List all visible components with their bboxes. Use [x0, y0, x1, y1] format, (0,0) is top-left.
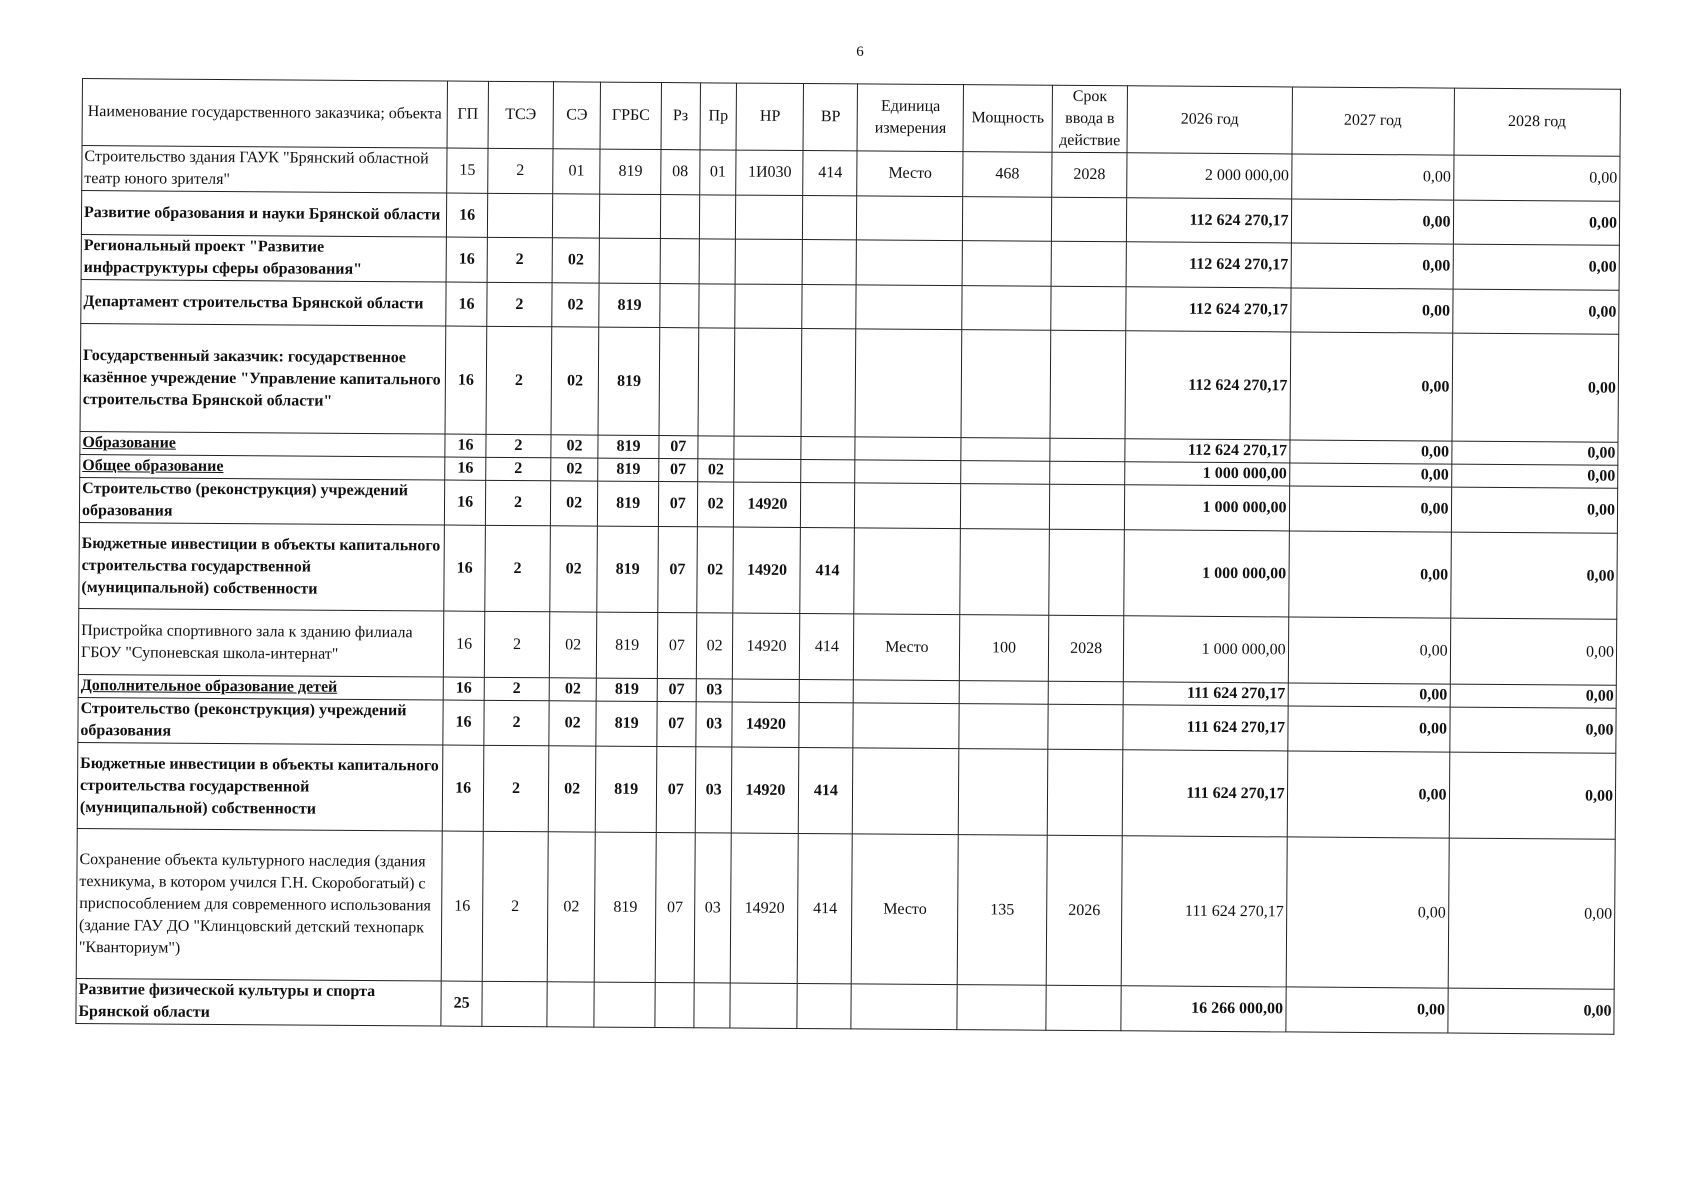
cell-unit	[857, 196, 963, 241]
cell-pr: 02	[697, 459, 734, 482]
cell-se: 02	[551, 435, 599, 458]
cell-y2028: 0,00	[1452, 333, 1619, 442]
cell-pr: 03	[696, 679, 733, 702]
cell-y2027: 0,00	[1288, 617, 1450, 684]
cell-rz: 07	[658, 482, 697, 527]
col-header-name: Наименование государственного заказчика; объекта	[82, 79, 448, 149]
cell-grbs: 819	[597, 612, 658, 678]
cell-y2027: 0,00	[1291, 154, 1453, 200]
cell-tse: 2	[485, 525, 550, 611]
row-name-cell: Региональный проект "Развитие инфраструктуры сферы образования"	[81, 234, 446, 282]
cell-y2026: 1 000 000,00	[1125, 462, 1289, 486]
cell-unit	[853, 748, 959, 835]
cell-gp: 16	[446, 237, 487, 282]
cell-nr: 1И030	[736, 150, 803, 195]
cell-grbs: 819	[597, 678, 658, 701]
cell-y2028: 0,00	[1450, 618, 1617, 685]
cell-term: 2028	[1052, 152, 1128, 198]
cell-grbs: 819	[598, 435, 659, 458]
col-header-nr: НР	[736, 83, 803, 150]
cell-rz: 07	[657, 702, 696, 747]
cell-power: 100	[960, 615, 1049, 682]
cell-y2028: 0,00	[1449, 752, 1616, 839]
cell-grbs: 819	[595, 832, 657, 982]
cell-power	[959, 704, 1048, 750]
cell-term	[1049, 529, 1125, 616]
cell-y2028: 0,00	[1452, 289, 1619, 334]
cell-y2028: 0,00	[1449, 707, 1616, 753]
cell-term	[1047, 749, 1123, 836]
cell-y2026: 112 624 270,17	[1126, 242, 1290, 288]
cell-term	[1049, 461, 1125, 485]
cell-nr	[734, 459, 801, 482]
cell-power	[963, 197, 1052, 242]
cell-y2028: 0,00	[1451, 487, 1618, 533]
cell-unit	[854, 528, 960, 615]
cell-power: 468	[963, 152, 1052, 198]
row-name-cell: Строительство здания ГАУК "Брянский областной театр юного зрителя"	[82, 146, 447, 194]
cell-power	[959, 681, 1048, 705]
cell-y2027: 0,00	[1291, 243, 1453, 289]
cell-grbs	[594, 982, 655, 1027]
cell-tse: 2	[487, 237, 552, 282]
cell-vr: 414	[798, 834, 853, 984]
cell-rz	[659, 328, 699, 436]
col-header-2027: 2027 год	[1292, 87, 1454, 155]
cell-grbs	[600, 194, 661, 238]
cell-y2028: 0,00	[1451, 441, 1618, 465]
cell-pr: 02	[696, 613, 733, 679]
cell-y2027: 0,00	[1288, 531, 1451, 618]
cell-gp: 16	[446, 282, 487, 326]
cell-grbs: 819	[598, 481, 659, 526]
cell-grbs	[599, 238, 660, 283]
cell-rz: 08	[661, 150, 700, 195]
cell-vr	[800, 680, 854, 703]
col-header-pr: Пр	[700, 83, 737, 150]
cell-vr	[801, 329, 856, 437]
cell-term	[1051, 241, 1127, 287]
cell-vr: 414	[800, 614, 854, 680]
cell-pr	[698, 436, 735, 459]
cell-rz	[660, 284, 699, 328]
cell-power	[961, 438, 1050, 462]
row-name-cell: Государственный заказчик: государственное казённое учреждение "Управление капитального строительства Брянской области"	[80, 323, 446, 434]
cell-gp: 16	[445, 326, 487, 434]
col-header-rz: Рз	[661, 83, 700, 150]
cell-grbs: 819	[600, 149, 661, 194]
cell-tse: 2	[484, 677, 549, 700]
cell-nr: 14920	[732, 747, 800, 833]
cell-y2028: 0,00	[1453, 200, 1620, 245]
cell-power: 135	[957, 835, 1047, 986]
col-header-grbs: ГРБС	[600, 82, 661, 149]
cell-nr	[734, 436, 801, 459]
row-name-cell: Строительство (реконструкция) учреждений образования	[78, 697, 443, 745]
cell-se: 02	[550, 526, 598, 612]
cell-nr	[730, 983, 797, 1028]
cell-y2028: 0,00	[1447, 988, 1614, 1034]
cell-y2026: 112 624 270,17	[1125, 331, 1290, 440]
row-name-cell: Бюджетные инвестиции в объекты капитального строительства государственной (муниципальной) собственности	[79, 522, 445, 611]
row-name-cell: Дополнительное образование детей	[78, 674, 443, 700]
cell-y2026: 1 000 000,00	[1124, 616, 1289, 683]
cell-grbs: 819	[597, 526, 658, 612]
cell-unit	[856, 240, 962, 286]
col-header-2026: 2026 год	[1127, 86, 1292, 154]
cell-term	[1051, 197, 1127, 242]
cell-gp: 16	[446, 193, 487, 237]
cell-unit	[854, 680, 960, 704]
cell-rz: 07	[657, 613, 696, 679]
cell-pr	[699, 239, 736, 284]
cell-gp: 16	[444, 525, 486, 611]
cell-se: 02	[549, 612, 597, 678]
cell-power	[961, 330, 1050, 439]
cell-se: 02	[552, 238, 600, 283]
cell-term	[1046, 985, 1122, 1031]
cell-nr	[736, 239, 803, 284]
row-name-cell: Образование	[80, 431, 445, 457]
cell-y2026: 1 000 000,00	[1124, 530, 1289, 617]
cell-power	[960, 529, 1049, 616]
cell-se: 02	[549, 678, 597, 701]
cell-pr: 02	[697, 527, 734, 613]
cell-unit	[851, 984, 957, 1030]
cell-gp: 16	[441, 831, 483, 981]
cell-gp: 25	[441, 981, 482, 1026]
cell-tse: 2	[486, 457, 551, 480]
cell-y2026: 16 266 000,00	[1121, 986, 1285, 1032]
cell-y2026: 111 624 270,17	[1122, 836, 1287, 987]
budget-table	[75, 78, 1621, 1035]
cell-vr	[802, 285, 856, 329]
cell-rz	[660, 239, 699, 284]
table-row	[77, 742, 1616, 839]
cell-tse: 2	[485, 480, 550, 525]
cell-power	[961, 461, 1050, 485]
cell-grbs: 819	[596, 701, 657, 746]
cell-power	[958, 749, 1047, 836]
table-row	[76, 978, 1614, 1034]
cell-term: 2028	[1048, 615, 1124, 682]
cell-nr	[736, 195, 803, 239]
cell-y2028: 0,00	[1453, 244, 1620, 290]
col-header-vr: ВР	[803, 84, 857, 151]
cell-y2026: 112 624 270,17	[1127, 198, 1291, 243]
col-header-se: СЭ	[553, 82, 601, 149]
cell-power	[962, 241, 1051, 287]
cell-vr	[802, 240, 856, 285]
cell-vr: 414	[800, 528, 855, 614]
cell-nr: 14920	[731, 833, 799, 983]
row-name-cell: Пристройка спортивного зала к зданию филиала ГБОУ "Супоневская школа-интернат"	[78, 608, 443, 677]
cell-unit	[855, 329, 962, 438]
cell-se: 02	[550, 481, 598, 526]
cell-power	[962, 286, 1051, 331]
document-sheet	[75, 78, 1621, 1035]
cell-y2028: 0,00	[1450, 684, 1617, 708]
table-header-row	[82, 79, 1620, 157]
row-name-cell: Развитие образования и науки Брянской области	[81, 191, 446, 238]
cell-se: 02	[548, 746, 596, 832]
cell-y2028: 0,00	[1450, 532, 1617, 619]
cell-nr	[733, 679, 800, 702]
cell-gp: 15	[447, 148, 488, 193]
cell-pr: 03	[695, 747, 732, 833]
cell-gp: 16	[442, 745, 484, 831]
cell-vr	[801, 483, 855, 528]
cell-term	[1048, 704, 1124, 750]
cell-rz: 07	[659, 459, 698, 482]
cell-se: 02	[547, 832, 596, 982]
cell-y2027: 0,00	[1287, 751, 1450, 838]
cell-tse: 2	[484, 611, 549, 677]
cell-rz	[660, 195, 699, 239]
cell-y2026: 2 000 000,00	[1127, 153, 1291, 199]
table-row	[79, 522, 1618, 619]
cell-tse: 2	[484, 700, 549, 745]
cell-y2026: 112 624 270,17	[1125, 439, 1289, 463]
cell-nr: 14920	[732, 702, 799, 747]
cell-y2027: 0,00	[1289, 463, 1451, 487]
cell-vr	[801, 437, 855, 460]
cell-tse	[482, 981, 547, 1026]
cell-unit	[855, 437, 961, 461]
col-header-unit: Единица измерения	[857, 84, 963, 152]
cell-vr: 414	[799, 748, 854, 834]
cell-pr	[694, 983, 731, 1028]
cell-term	[1050, 330, 1126, 439]
cell-nr: 14920	[733, 613, 800, 679]
cell-pr: 02	[697, 482, 734, 527]
cell-unit: Место	[857, 151, 963, 197]
cell-y2027: 0,00	[1286, 837, 1449, 988]
col-header-tse: ТСЭ	[488, 81, 553, 148]
cell-grbs: 819	[598, 458, 659, 481]
cell-term: 2026	[1046, 835, 1123, 986]
table-row	[76, 828, 1615, 989]
cell-pr: 03	[694, 833, 732, 983]
cell-nr: 14920	[734, 482, 801, 527]
cell-pr: 03	[696, 702, 733, 747]
page-number: 6	[856, 44, 864, 60]
cell-grbs: 819	[596, 746, 657, 832]
cell-pr	[699, 195, 736, 239]
cell-rz: 07	[657, 679, 696, 702]
cell-power	[961, 484, 1050, 530]
col-header-2028: 2028 год	[1454, 88, 1621, 156]
cell-vr	[797, 984, 851, 1029]
cell-unit	[853, 703, 959, 749]
cell-y2027: 0,00	[1290, 332, 1453, 441]
cell-term	[1048, 681, 1124, 705]
cell-y2026: 111 624 270,17	[1124, 682, 1288, 706]
cell-nr	[734, 328, 802, 436]
cell-tse: 2	[486, 434, 551, 457]
cell-gp: 16	[443, 700, 484, 745]
cell-gp: 16	[443, 611, 484, 677]
cell-tse	[487, 193, 552, 237]
cell-se: 02	[549, 701, 597, 746]
cell-unit	[855, 483, 961, 529]
cell-term	[1051, 286, 1127, 331]
cell-gp: 16	[445, 457, 486, 480]
cell-y2026: 1 000 000,00	[1125, 485, 1289, 531]
cell-y2027: 0,00	[1289, 486, 1451, 532]
cell-grbs: 819	[598, 327, 659, 435]
cell-y2027: 0,00	[1291, 199, 1453, 244]
cell-y2028: 0,00	[1448, 838, 1615, 989]
cell-unit: Место	[852, 834, 959, 985]
cell-se: 02	[551, 327, 599, 435]
cell-y2027: 0,00	[1290, 288, 1452, 333]
cell-y2027: 0,00	[1288, 683, 1450, 707]
table-row	[80, 323, 1619, 442]
row-name-cell: Строительство (реконструкция) учреждений образования	[79, 477, 444, 525]
cell-unit	[855, 460, 961, 484]
cell-y2026: 111 624 270,17	[1123, 705, 1287, 751]
cell-rz: 07	[656, 747, 695, 833]
cell-gp: 16	[443, 677, 484, 700]
cell-tse: 2	[488, 148, 553, 193]
cell-tse: 2	[487, 282, 552, 326]
col-header-gp: ГП	[447, 81, 488, 148]
cell-unit: Место	[854, 614, 960, 681]
cell-y2028: 0,00	[1453, 155, 1620, 201]
cell-y2028: 0,00	[1451, 464, 1618, 488]
row-name-cell: Бюджетные инвестиции в объекты капитального строительства государственной (муниципальной) собственности	[77, 742, 443, 831]
cell-se: 01	[553, 149, 601, 194]
col-header-term: Срок ввода в действие	[1052, 85, 1128, 153]
cell-vr	[803, 196, 857, 240]
cell-nr: 14920	[733, 527, 801, 613]
cell-vr	[799, 703, 853, 748]
cell-se: 02	[551, 458, 599, 481]
cell-y2027: 0,00	[1285, 987, 1447, 1033]
cell-se	[552, 194, 600, 238]
cell-y2027: 0,00	[1289, 440, 1451, 464]
row-name-cell: Общее образование	[80, 454, 445, 480]
row-name-cell: Сохранение объекта культурного наследия (здания техникума, в котором учился Г.Н. Скоробогатый) с приспособлением для современного использования (здание ГАУ ДО "Клинцовский детский технопарк "Кванториум")	[76, 828, 442, 981]
cell-pr: 01	[699, 150, 736, 195]
cell-y2026: 111 624 270,17	[1123, 750, 1288, 837]
cell-vr	[801, 460, 855, 483]
cell-rz	[655, 983, 694, 1028]
cell-term	[1049, 484, 1125, 530]
cell-power	[957, 985, 1046, 1031]
cell-unit	[856, 285, 962, 330]
col-header-power: Мощность	[963, 85, 1052, 153]
cell-gp: 16	[444, 480, 485, 525]
cell-pr	[698, 328, 735, 436]
cell-rz: 07	[659, 436, 698, 459]
table-row	[78, 608, 1616, 685]
cell-term	[1050, 438, 1126, 462]
cell-y2026: 112 624 270,17	[1126, 287, 1290, 332]
cell-se	[547, 982, 595, 1027]
cell-nr	[735, 284, 802, 328]
row-name-cell: Департамент строительства Брянской области	[81, 279, 446, 326]
cell-tse: 2	[486, 326, 552, 434]
cell-tse: 2	[482, 831, 548, 981]
cell-rz: 07	[658, 527, 697, 613]
cell-rz: 07	[655, 833, 695, 983]
cell-se: 02	[552, 283, 600, 327]
cell-vr: 414	[803, 151, 857, 196]
cell-gp: 16	[445, 434, 486, 457]
row-name-cell: Развитие физической культуры и спорта Брянской области	[76, 978, 441, 1026]
cell-y2027: 0,00	[1287, 706, 1449, 752]
cell-pr	[699, 284, 736, 328]
cell-grbs: 819	[599, 283, 660, 327]
cell-tse: 2	[483, 745, 548, 831]
